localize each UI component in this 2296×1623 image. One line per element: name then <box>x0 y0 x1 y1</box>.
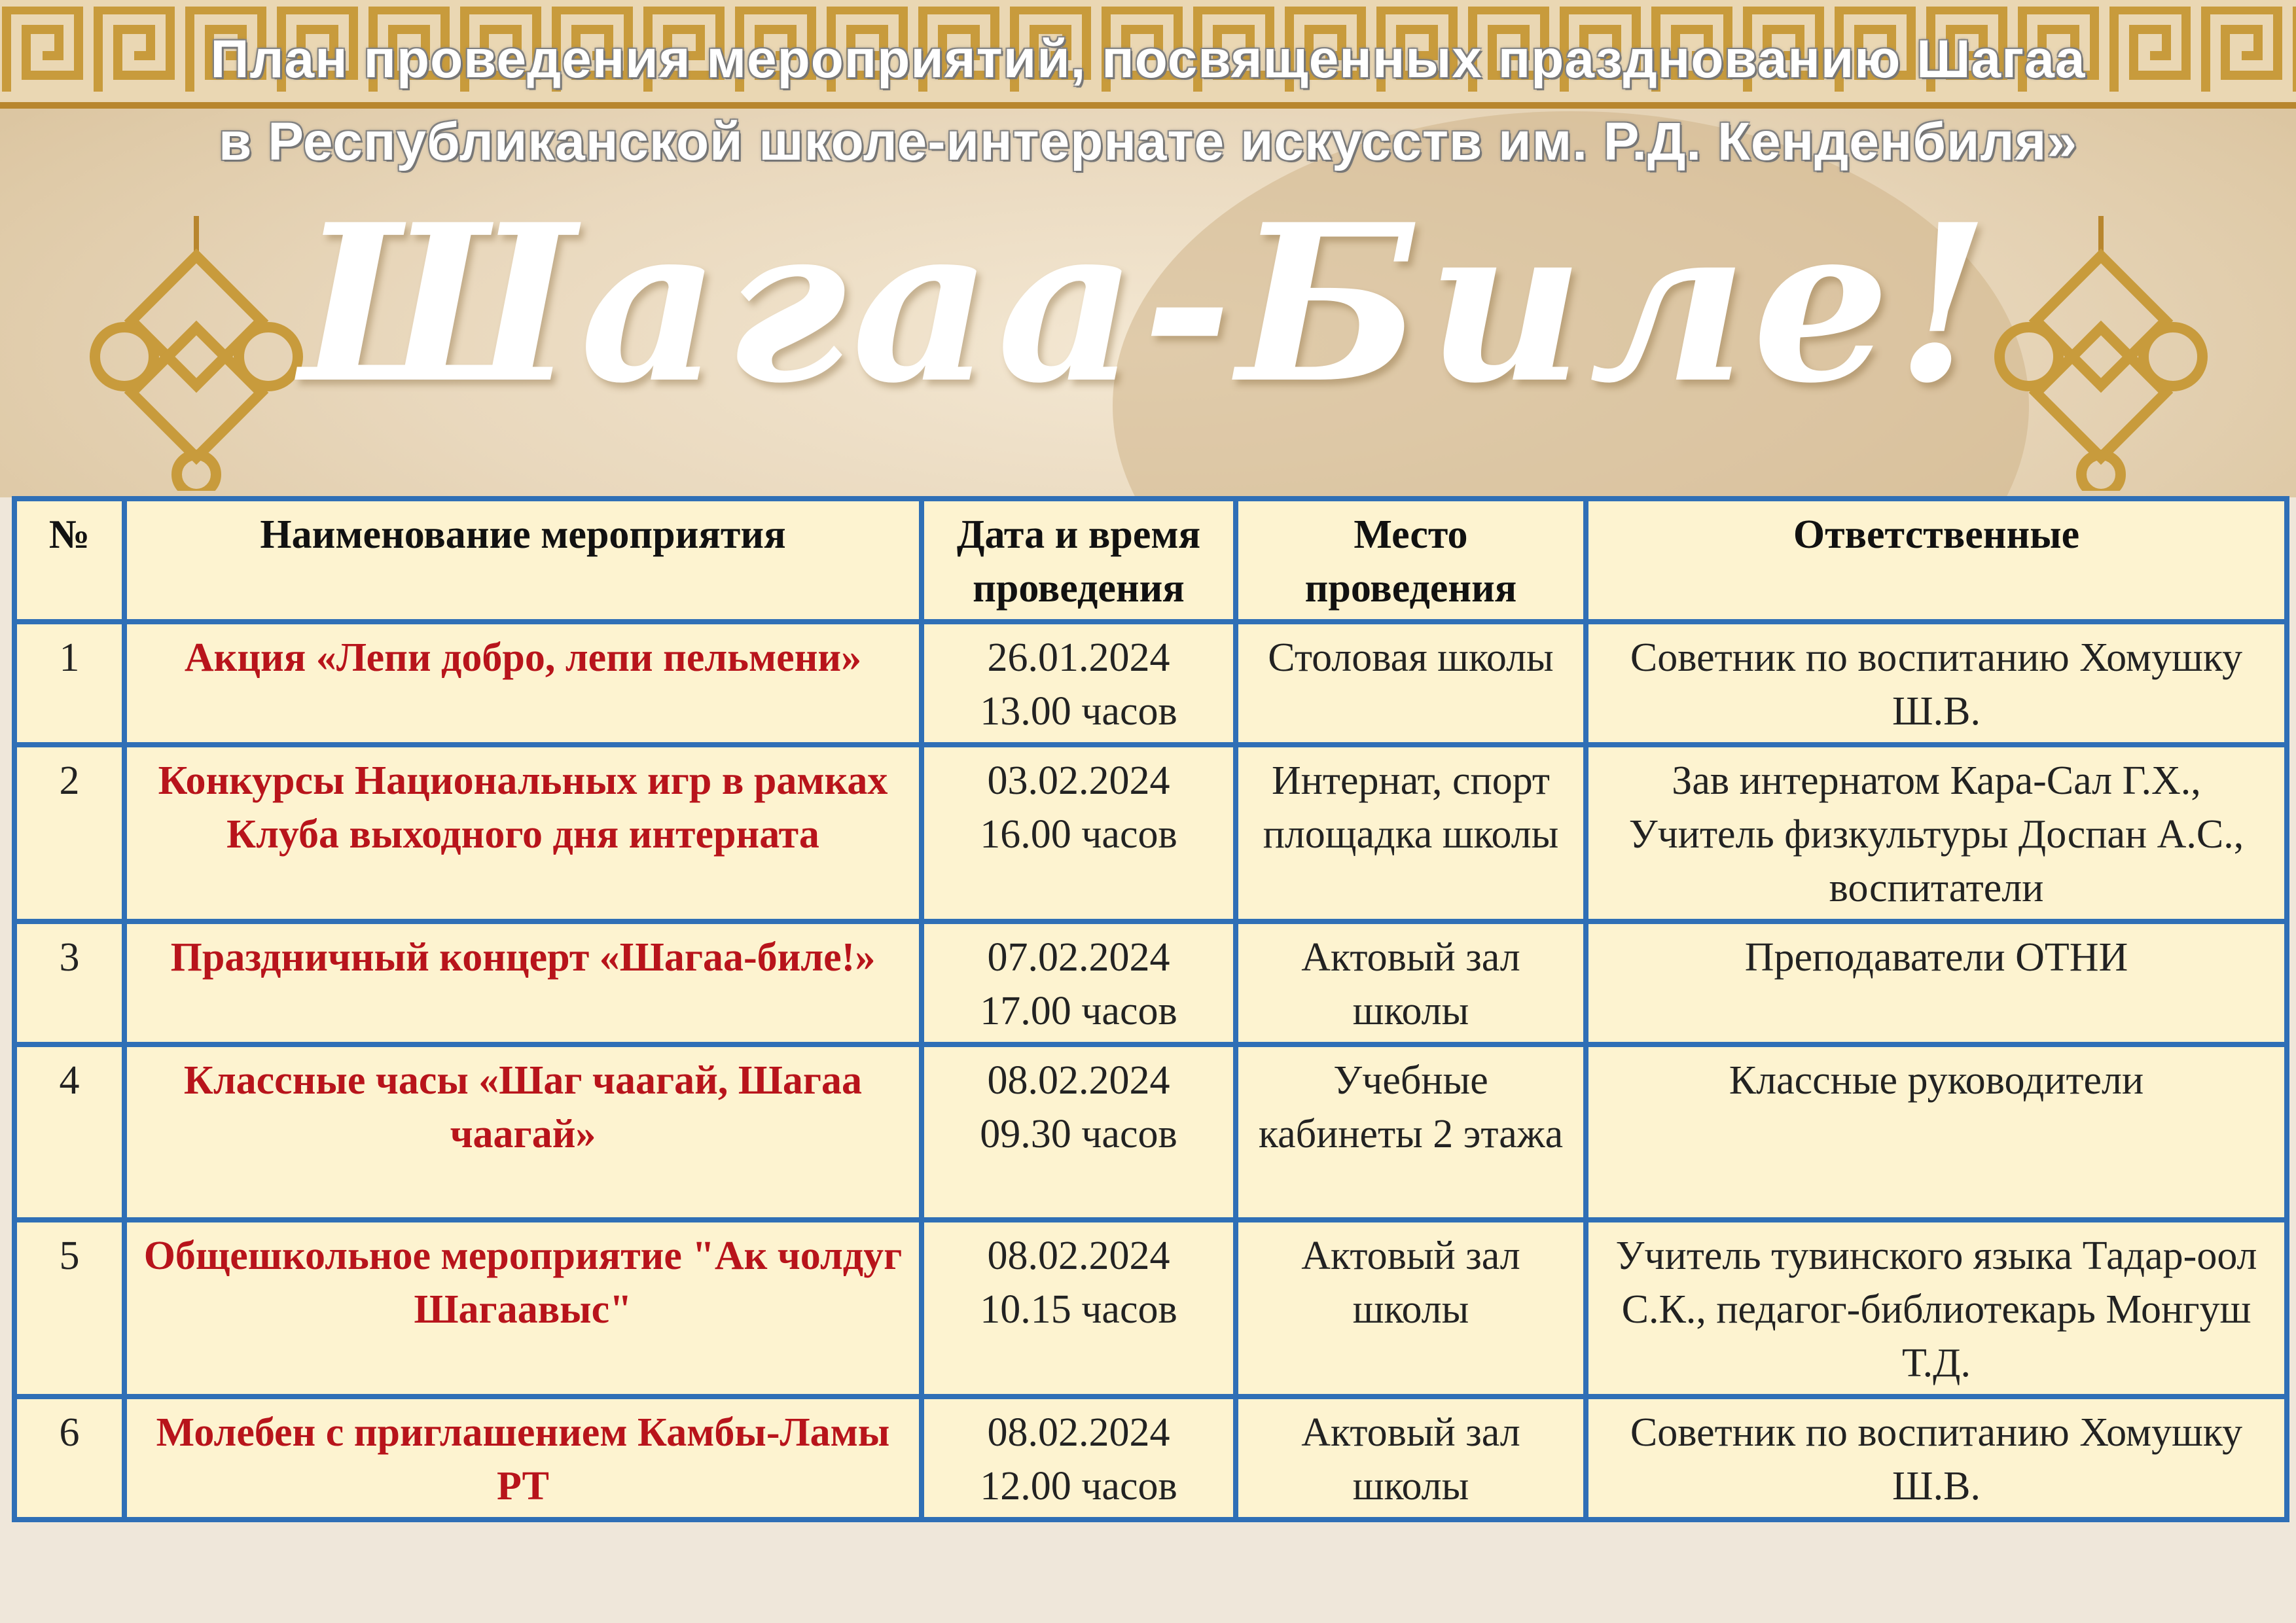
event-place: Учебные кабинеты 2 этажа <box>1236 1044 1586 1220</box>
event-place: Актовый зал школы <box>1236 921 1586 1044</box>
row-number: 4 <box>14 1044 124 1220</box>
event-datetime <box>922 921 1236 1044</box>
event-responsible: Зав интернатом Кара-Сал Г.Х., Учитель физкультуры Доспан А.С., воспитатели <box>1586 745 2287 921</box>
header-date-line-1: Дата и время <box>956 512 1201 557</box>
event-date: 08.02.2024 <box>987 1234 1170 1278</box>
event-datetime <box>922 1220 1236 1397</box>
header-place <box>1236 499 1586 622</box>
row-number: 6 <box>14 1397 124 1520</box>
event-place: Столовая школы <box>1236 622 1586 745</box>
event-time: 12.00 часов <box>980 1464 1177 1508</box>
event-name: Общешкольное мероприятие "Ак чолдуг Шагаавыс" <box>124 1220 922 1397</box>
event-place: Актовый зал школы <box>1236 1397 1586 1520</box>
event-place: Актовый зал школы <box>1236 1220 1586 1397</box>
table-row <box>14 921 2287 1044</box>
events-table-container <box>12 496 2284 1522</box>
table-row <box>14 745 2287 921</box>
event-responsible: Учитель тувинского языка Тадар-оол С.К., педагог-библиотекарь Монгуш Т.Д. <box>1586 1220 2287 1397</box>
header-place-line-2: проведения <box>1304 566 1517 611</box>
page-title-line-1: План проведения мероприятий, посвященных празднованию Шагаа <box>210 29 2086 89</box>
header-place-line-1: Место <box>1354 512 1468 557</box>
event-time: 16.00 часов <box>980 812 1177 857</box>
table-row <box>14 622 2287 745</box>
event-datetime <box>922 1397 1236 1520</box>
event-datetime <box>922 1044 1236 1220</box>
event-time: 17.00 часов <box>980 989 1177 1033</box>
events-table <box>12 496 2289 1522</box>
event-responsible: Советник по воспитанию Хомушку Ш.В. <box>1586 622 2287 745</box>
event-name: Акция «Лепи добро, лепи пельмени» <box>124 622 922 745</box>
header-date <box>922 499 1236 622</box>
header-date-line-2: проведения <box>973 566 1185 611</box>
header-banner <box>0 0 2296 497</box>
event-date: 07.02.2024 <box>987 935 1170 980</box>
header-name: Наименование мероприятия <box>124 499 922 622</box>
event-time: 10.15 часов <box>980 1287 1177 1332</box>
table-row <box>14 1044 2287 1220</box>
event-date: 26.01.2024 <box>987 635 1170 680</box>
page-title-line-2: в Республиканской школе-интернате искусств им. Р.Д. Кенденбиля» <box>219 112 2077 171</box>
event-name: Конкурсы Национальных игр в рамках Клуба выходного дня интерната <box>124 745 922 921</box>
event-responsible: Преподаватели ОТНИ <box>1586 921 2287 1044</box>
event-responsible: Классные руководители <box>1586 1044 2287 1220</box>
event-date: 08.02.2024 <box>987 1058 1170 1103</box>
event-time: 09.30 часов <box>980 1112 1177 1156</box>
event-datetime <box>922 745 1236 921</box>
header-num: № <box>14 499 124 622</box>
event-name: Молебен с приглашением Камбы-Ламы РТ <box>124 1397 922 1520</box>
event-date: 03.02.2024 <box>987 758 1170 803</box>
event-name: Праздничный концерт «Шагаа-биле!» <box>124 921 922 1044</box>
event-name: Классные часы «Шаг чаагай, Шагаа чаагай» <box>124 1044 922 1220</box>
table-row <box>14 1397 2287 1520</box>
script-title-shagaa-bile: Шагаа-Биле! <box>300 177 1996 431</box>
event-date: 08.02.2024 <box>987 1410 1170 1455</box>
event-place: Интернат, спорт площадка школы <box>1236 745 1586 921</box>
table-header-row <box>14 499 2287 622</box>
row-number: 5 <box>14 1220 124 1397</box>
row-number: 1 <box>14 622 124 745</box>
event-time: 13.00 часов <box>980 689 1177 734</box>
header-responsible: Ответственные <box>1586 499 2287 622</box>
row-number: 3 <box>14 921 124 1044</box>
row-number: 2 <box>14 745 124 921</box>
table-row <box>14 1220 2287 1397</box>
event-responsible: Советник по воспитанию Хомушку Ш.В. <box>1586 1397 2287 1520</box>
event-datetime <box>922 622 1236 745</box>
